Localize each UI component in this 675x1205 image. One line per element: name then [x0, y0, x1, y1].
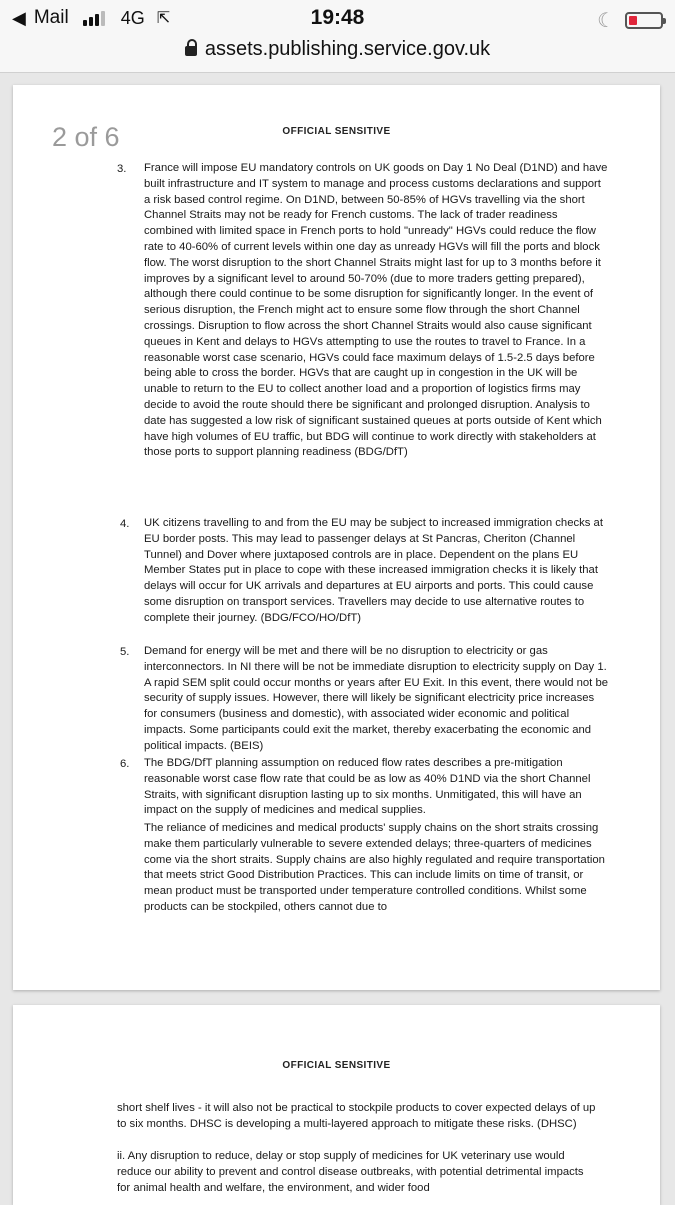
page-header: OFFICIAL SENSITIVE — [282, 1060, 391, 1071]
item-number: 4. — [120, 518, 130, 530]
back-to-app-label[interactable]: Mail — [33, 7, 69, 28]
item-number: 6. — [120, 758, 130, 770]
paragraph-continued: short shelf lives - it will also not be practical to stockpile products to cover expected delays of up to six months. DHSC is developing a multi-layered approach to mitigate these risks. (DHSC) — [117, 1102, 596, 1130]
do-not-disturb-icon: ☾ — [597, 10, 615, 32]
battery-icon — [625, 12, 663, 29]
item-number: 5. — [120, 646, 130, 658]
paragraph-item-6: The BDG/DfT planning assumption on reduced flow rates describes a pre-mitigation reasonable worst case flow rate that could be as low as 40% D1ND via the short Channel Straits, with significant disruption lasting up to six months. Unmitigated, this will have an impact on the supply of medicines and medical supplies. — [144, 757, 591, 817]
page-header: OFFICIAL SENSITIVE — [282, 126, 391, 137]
network-type: 4G — [120, 7, 145, 28]
back-to-app-icon[interactable]: ◀ — [12, 7, 26, 28]
paragraph-item-6-continued: The reliance of medicines and medical products' supply chains on the short straits crossing make them particularly vulnerable to severe extended delays; three-quarters of medicines come via the short straits. Supply chains are also highly regulated and require transportation that meets strict Good Distribution Practices. This can include limits on time of transit, or mean product must be transported under temperature controlled conditions. Whilst some products can be stockpiled, others cannot due to — [144, 822, 605, 913]
clock: 19:48 — [310, 6, 365, 29]
document-page-1 — [13, 85, 660, 990]
item-number: 3. — [117, 163, 127, 175]
document-page-2 — [13, 1005, 660, 1205]
lock-icon — [185, 46, 197, 56]
url-display[interactable] — [0, 38, 675, 61]
location-arrow-icon: ⇱ — [156, 10, 171, 27]
paragraph-item-5: Demand for energy will be met and there will be no disruption to electricity or gas interconnectors. In NI there will be not be immediate disruption to electricity supply on Day 1. A rapid SEM split could occur months or years after EU Exit. In this event, there would not be security of supply issues. However, there will likely be significant electricity price increases for consumers (business and domestic), with associated wider economic and political impacts. Some participants could exit the market, thereby exacerbating the economic and political impacts. (BEIS) — [144, 645, 609, 752]
paragraph-item-4: UK citizens travelling to and from the EU may be subject to increased immigration checks at EU border posts. This may lead to passenger delays at St Pancras, Cheriton (Channel Tunnel) and Dover where juxtaposed controls are in place. Dependent on the plans EU Member States put in place to cope with these increased immigration checks it is likely that delays will occur for UK arrivals and departures at EU airports and ports. This could cause some disruption on transport services. Travellers may decide to use alternative routes to complete their journey. (BDG/FCO/HO/DfT) — [144, 517, 603, 624]
url-bar[interactable] — [0, 36, 675, 73]
status-right — [597, 8, 663, 33]
status-bar — [0, 0, 675, 36]
url-text: assets.publishing.service.gov.uk — [204, 38, 491, 60]
paragraph-item-ii: ii. Any disruption to reduce, delay or stop supply of medicines for UK veterinary use would reduce our ability to prevent and control disease outbreaks, with potential detrimental impacts for animal health and welfare, the environment, and wider food — [117, 1150, 584, 1194]
page-counter: 2 of 6 — [52, 122, 120, 152]
paragraph-item-3: France will impose EU mandatory controls on UK goods on Day 1 No Deal (D1ND) and have built infrastructure and IT system to manage and process customs declarations and support a risk based control regime. On D1ND, between 50-85% of HGVs travelling via the short Channel Straits may not be ready for French customs. The lack of trader readiness combined with limited space in French ports to hold "unready" HGVs could reduce the flow rate to 40-60% of current levels within one day as unready HGVs will fill the ports and block flow. The worst disruption to the short Channel Straits might last for up to 3 months before it improves by a significant level to around 50-70% (due to more traders getting prepared), although there could continue to be some disruption for significantly longer. In the event of serious disruption, the French might act to ensure some flow through the short Channel crossings. Disruption to flow across the short Channel Straits would also cause significant queues in Kent and delays to HGVs attempting to use the routes to travel to France. In a reasonable worst case scenario, HGVs could face maximum delays of 1.5-2.5 days before being able to cross the border. HGVs that are caught up in congestion in the UK will be unable to return to the EU to collect another load and a proportion of logistics firms may decide to avoid the route should there be significant and prolonged disruption. Analysis to date has suggested a low risk of significant sustained queues at ports outside of Kent which have high volumes of EU traffic, but BDG will continue to work directly with stakeholders at those ports to support planning readiness (BDG/DfT) — [144, 162, 608, 459]
